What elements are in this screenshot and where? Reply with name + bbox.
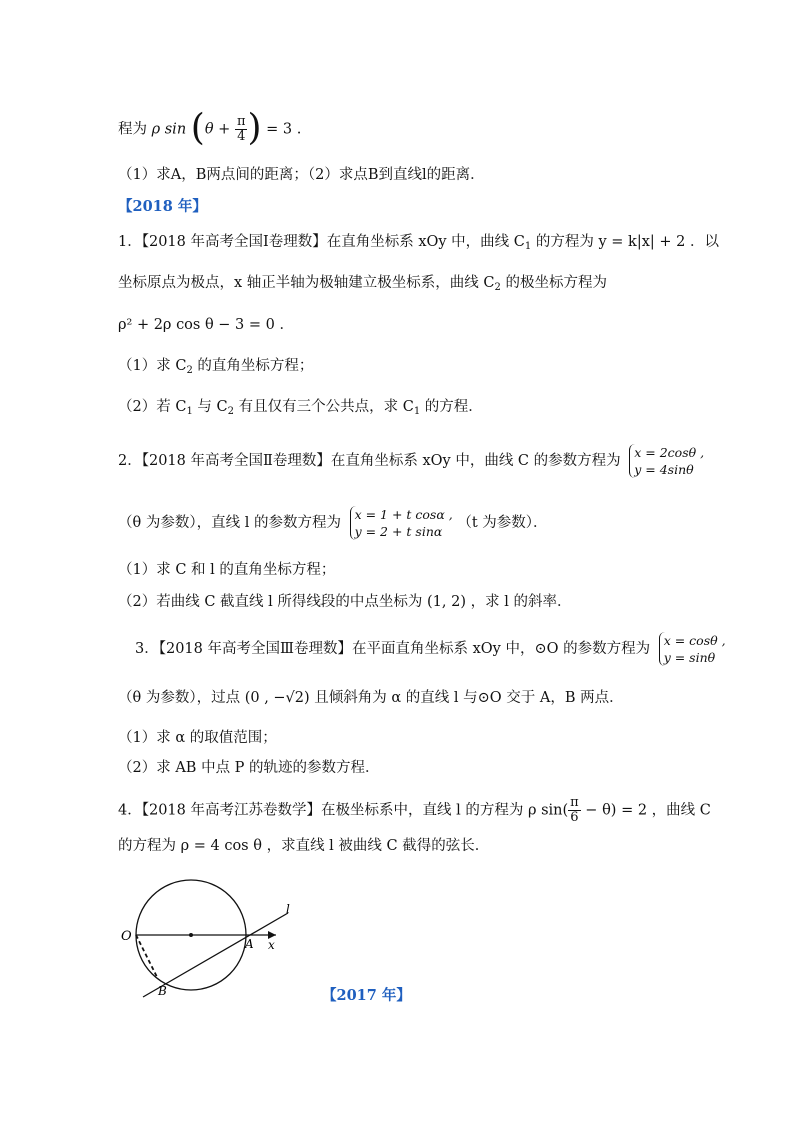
question-3-line-1: 3．【2018 年高考全国Ⅲ卷理数】在平面直角坐标系 xOy 中，⊙O 的参数方程为 x = cosθ , y = sinθ xyxy=(135,633,726,665)
label-b: B xyxy=(158,984,167,998)
question-3-part-1: （1）求 α 的取值范围； xyxy=(118,730,277,746)
question-3-line-2: （θ 为参数），过点 (0 , −√2) 且倾斜角为 α 的直线 l 与⊙O 交于 A，B 两点． xyxy=(118,690,624,706)
parametric-system: x = cosθ , y = sinθ xyxy=(659,632,726,666)
label-l: l xyxy=(286,902,290,916)
label-x: x xyxy=(268,938,275,952)
question-1-line-2: 坐标原点为极点，x 轴正半轴为极轴建立极坐标系，曲线 $C_2$ 的极坐标方程为 xyxy=(118,275,607,293)
circle-center xyxy=(189,933,193,937)
label-o: O xyxy=(121,929,132,944)
question-2-part-1: （1）求 C 和 l 的直角坐标方程； xyxy=(118,562,336,578)
parametric-system: x = 1 + t cosα , y = 2 + t sinα xyxy=(350,506,453,540)
question-1-part-2: （2）若 $C_1$ 与 $C_2$ 有且仅有三个公共点，求 $C_1$ 的方程． xyxy=(118,399,483,417)
section-heading-2017: 【2017 年】 xyxy=(322,987,411,1004)
label-a: A xyxy=(245,937,254,951)
fraction-pi-6: $\frac{\pi}{6}$ xyxy=(570,795,579,825)
question-1-part-1: （1）求 $C_2$ 的直角坐标方程； xyxy=(118,358,314,376)
question-1-line-1: 1．【2018 年高考全国Ⅰ卷理数】在直角坐标系 xOy 中，曲线 $C_1$ 的方程为 y = k|x| + 2 ．以 xyxy=(118,234,719,252)
question-2-line-1: 2．【2018 年高考全国Ⅱ卷理数】在直角坐标系 xOy 中，曲线 C 的参数方程为 x = 2cosθ , y = 4sinθ xyxy=(118,445,705,477)
question-4-line-2: 的方程为 ρ = 4 cos θ ，求直线 l 被曲线 C 截得的弦长． xyxy=(118,838,490,854)
question-1-equation: ρ² + 2ρ cos θ − 3 = 0 ． xyxy=(118,317,294,333)
question-parts: （1）求A，B两点间的距离；（2）求点B到直线l的距离． xyxy=(118,167,485,183)
question-4-line-1: 4．【2018 年高考江苏卷数学】在极坐标系中，直线 l 的方程为 ρ sin( $\frac{\pi}{6}$ − θ) = 2 ，曲线 C xyxy=(118,795,711,825)
dashed-chord-ob xyxy=(136,935,158,979)
section-heading-2018: 【2018 年】 xyxy=(118,198,207,215)
question-2-part-2: （2）若曲线 C 截直线 l 所得线段的中点坐标为 (1, 2) ，求 l 的斜率． xyxy=(118,594,572,610)
question-3-part-2: （2）求 AB 中点 P 的轨迹的参数方程． xyxy=(118,760,380,776)
fraction-pi-4: $\frac{\pi}{4}$ xyxy=(236,114,246,144)
geometry-figure xyxy=(118,875,318,1000)
question-2-line-2: （θ 为参数），直线 l 的参数方程为 x = 1 + t cosα , y = 2 + t sinα （t 为参数）． xyxy=(118,507,548,539)
equation-line: 程为 ρ sin (θ + $\frac{\pi}{4}$ ) = 3 . xyxy=(118,107,302,149)
parametric-system: x = 2cosθ , y = 4sinθ xyxy=(629,444,704,478)
